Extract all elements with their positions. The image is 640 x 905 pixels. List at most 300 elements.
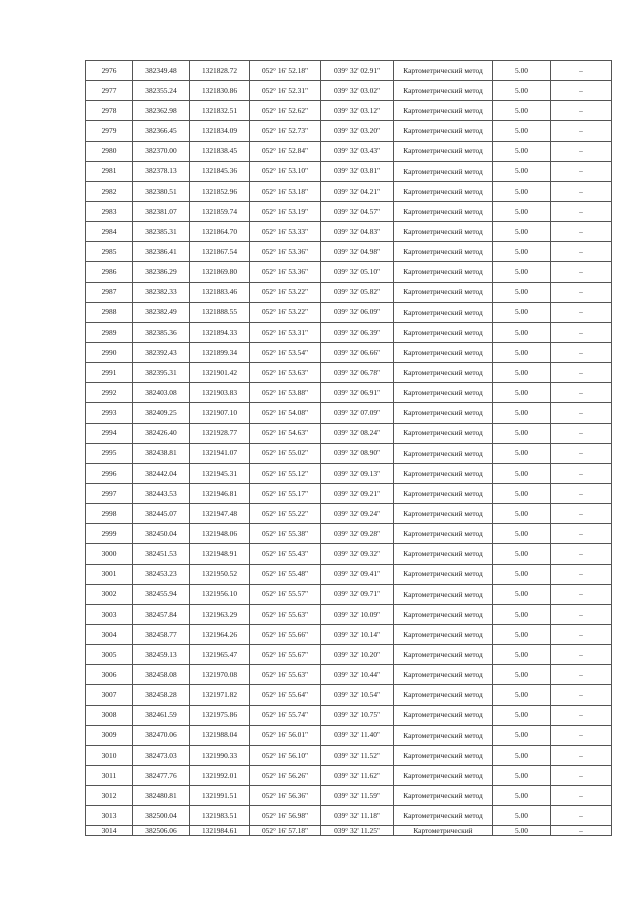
method-cell: Картометрический метод	[394, 242, 493, 262]
x-coordinate-cell: 382500.04	[133, 806, 190, 826]
note-cell: –	[551, 322, 612, 342]
longitude-cell: 039° 32' 04.57"	[321, 201, 394, 221]
x-coordinate-cell: 382395.31	[133, 363, 190, 383]
note-cell: –	[551, 302, 612, 322]
latitude-cell: 052° 16' 56.36"	[250, 786, 321, 806]
point-number-cell: 2991	[86, 363, 133, 383]
table-row	[86, 181, 612, 201]
accuracy-cell: 5.00	[493, 483, 551, 503]
y-coordinate-cell: 1321975.86	[190, 705, 250, 725]
longitude-cell: 039° 32' 06.09"	[321, 302, 394, 322]
longitude-cell: 039° 32' 03.81"	[321, 161, 394, 181]
accuracy-cell: 5.00	[493, 604, 551, 624]
method-cell: Картометрический метод	[394, 342, 493, 362]
note-cell: –	[551, 282, 612, 302]
longitude-cell: 039° 32' 11.18"	[321, 806, 394, 826]
method-cell: Картометрический метод	[394, 161, 493, 181]
table-row	[86, 645, 612, 665]
y-coordinate-cell: 1321899.34	[190, 342, 250, 362]
note-cell: –	[551, 141, 612, 161]
y-coordinate-cell: 1321964.26	[190, 624, 250, 644]
x-coordinate-cell: 382477.76	[133, 765, 190, 785]
point-number-cell: 2982	[86, 181, 133, 201]
latitude-cell: 052° 16' 53.22"	[250, 282, 321, 302]
y-coordinate-cell: 1321883.46	[190, 282, 250, 302]
table-row	[86, 806, 612, 826]
latitude-cell: 052° 16' 55.64"	[250, 685, 321, 705]
longitude-cell: 039° 32' 04.98"	[321, 242, 394, 262]
method-cell: Картометрический метод	[394, 302, 493, 322]
note-cell: –	[551, 121, 612, 141]
latitude-cell: 052° 16' 52.62"	[250, 101, 321, 121]
point-number-cell: 2992	[86, 383, 133, 403]
table-row	[86, 483, 612, 503]
y-coordinate-cell: 1321988.04	[190, 725, 250, 745]
table-row	[86, 403, 612, 423]
accuracy-cell: 5.00	[493, 363, 551, 383]
latitude-cell: 052° 16' 53.19"	[250, 201, 321, 221]
table-row	[86, 564, 612, 584]
point-number-cell: 2977	[86, 81, 133, 101]
longitude-cell: 039° 32' 11.62"	[321, 765, 394, 785]
longitude-cell: 039° 32' 10.75"	[321, 705, 394, 725]
y-coordinate-cell: 1321950.52	[190, 564, 250, 584]
x-coordinate-cell: 382457.84	[133, 604, 190, 624]
latitude-cell: 052° 16' 52.73"	[250, 121, 321, 141]
y-coordinate-cell: 1321852.96	[190, 181, 250, 201]
note-cell: –	[551, 181, 612, 201]
latitude-cell: 052° 16' 55.67"	[250, 645, 321, 665]
x-coordinate-cell: 382385.31	[133, 222, 190, 242]
point-number-cell: 2990	[86, 342, 133, 362]
note-cell: –	[551, 81, 612, 101]
table-row	[86, 624, 612, 644]
accuracy-cell: 5.00	[493, 181, 551, 201]
coordinates-table-body	[86, 61, 612, 836]
table-row	[86, 544, 612, 564]
longitude-cell: 039° 32' 03.02"	[321, 81, 394, 101]
latitude-cell: 052° 16' 55.48"	[250, 564, 321, 584]
x-coordinate-cell: 382451.53	[133, 544, 190, 564]
note-cell: –	[551, 584, 612, 604]
y-coordinate-cell: 1321984.61	[190, 826, 250, 836]
longitude-cell: 039° 32' 09.24"	[321, 504, 394, 524]
table-row	[86, 463, 612, 483]
y-coordinate-cell: 1321907.10	[190, 403, 250, 423]
point-number-cell: 2986	[86, 262, 133, 282]
longitude-cell: 039° 32' 11.52"	[321, 745, 394, 765]
accuracy-cell: 5.00	[493, 504, 551, 524]
accuracy-cell: 5.00	[493, 786, 551, 806]
latitude-cell: 052° 16' 55.74"	[250, 705, 321, 725]
table-row	[86, 584, 612, 604]
point-number-cell: 3014	[86, 826, 133, 836]
longitude-cell: 039° 32' 08.90"	[321, 443, 394, 463]
accuracy-cell: 5.00	[493, 222, 551, 242]
point-number-cell: 3009	[86, 725, 133, 745]
latitude-cell: 052° 16' 55.22"	[250, 504, 321, 524]
x-coordinate-cell: 382378.13	[133, 161, 190, 181]
y-coordinate-cell: 1321859.74	[190, 201, 250, 221]
method-cell: Картометрический метод	[394, 262, 493, 282]
table-row	[86, 745, 612, 765]
x-coordinate-cell: 382443.53	[133, 483, 190, 503]
note-cell: –	[551, 483, 612, 503]
x-coordinate-cell: 382409.25	[133, 403, 190, 423]
latitude-cell: 052° 16' 56.10"	[250, 745, 321, 765]
latitude-cell: 052° 16' 55.57"	[250, 584, 321, 604]
y-coordinate-cell: 1321946.81	[190, 483, 250, 503]
point-number-cell: 2984	[86, 222, 133, 242]
table-row	[86, 363, 612, 383]
x-coordinate-cell: 382458.77	[133, 624, 190, 644]
x-coordinate-cell: 382370.00	[133, 141, 190, 161]
point-number-cell: 2995	[86, 443, 133, 463]
note-cell: –	[551, 363, 612, 383]
y-coordinate-cell: 1321903.83	[190, 383, 250, 403]
y-coordinate-cell: 1321901.42	[190, 363, 250, 383]
coordinates-table	[85, 60, 612, 836]
y-coordinate-cell: 1321991.51	[190, 786, 250, 806]
point-number-cell: 3001	[86, 564, 133, 584]
point-number-cell: 2998	[86, 504, 133, 524]
y-coordinate-cell: 1321832.51	[190, 101, 250, 121]
accuracy-cell: 5.00	[493, 645, 551, 665]
note-cell: –	[551, 443, 612, 463]
longitude-cell: 039° 32' 08.24"	[321, 423, 394, 443]
point-number-cell: 2997	[86, 483, 133, 503]
accuracy-cell: 5.00	[493, 61, 551, 81]
latitude-cell: 052° 16' 53.54"	[250, 342, 321, 362]
note-cell: –	[551, 383, 612, 403]
x-coordinate-cell: 382459.13	[133, 645, 190, 665]
note-cell: –	[551, 161, 612, 181]
method-cell: Картометрический метод	[394, 322, 493, 342]
accuracy-cell: 5.00	[493, 342, 551, 362]
method-cell: Картометрический метод	[394, 786, 493, 806]
accuracy-cell: 5.00	[493, 705, 551, 725]
note-cell: –	[551, 222, 612, 242]
longitude-cell: 039° 32' 05.82"	[321, 282, 394, 302]
longitude-cell: 039° 32' 06.39"	[321, 322, 394, 342]
note-cell: –	[551, 342, 612, 362]
point-number-cell: 2999	[86, 524, 133, 544]
point-number-cell: 3010	[86, 745, 133, 765]
method-cell: Картометрический метод	[394, 504, 493, 524]
method-cell: Картометрический метод	[394, 383, 493, 403]
point-number-cell: 3005	[86, 645, 133, 665]
accuracy-cell: 5.00	[493, 101, 551, 121]
note-cell: –	[551, 624, 612, 644]
point-number-cell: 2989	[86, 322, 133, 342]
x-coordinate-cell: 382473.03	[133, 745, 190, 765]
point-number-cell: 3004	[86, 624, 133, 644]
note-cell: –	[551, 423, 612, 443]
note-cell: –	[551, 665, 612, 685]
longitude-cell: 039° 32' 06.66"	[321, 342, 394, 362]
longitude-cell: 039° 32' 10.44"	[321, 665, 394, 685]
accuracy-cell: 5.00	[493, 262, 551, 282]
note-cell: –	[551, 765, 612, 785]
point-number-cell: 3013	[86, 806, 133, 826]
method-cell: Картометрический метод	[394, 403, 493, 423]
note-cell: –	[551, 564, 612, 584]
method-cell: Картометрический метод	[394, 544, 493, 564]
accuracy-cell: 5.00	[493, 302, 551, 322]
table-row	[86, 81, 612, 101]
point-number-cell: 2983	[86, 201, 133, 221]
accuracy-cell: 5.00	[493, 282, 551, 302]
note-cell: –	[551, 524, 612, 544]
y-coordinate-cell: 1321947.48	[190, 504, 250, 524]
accuracy-cell: 5.00	[493, 765, 551, 785]
accuracy-cell: 5.00	[493, 524, 551, 544]
note-cell: –	[551, 725, 612, 745]
x-coordinate-cell: 382461.59	[133, 705, 190, 725]
method-cell: Картометрический метод	[394, 181, 493, 201]
accuracy-cell: 5.00	[493, 141, 551, 161]
x-coordinate-cell: 382470.06	[133, 725, 190, 745]
latitude-cell: 052° 16' 53.18"	[250, 181, 321, 201]
longitude-cell: 039° 32' 09.41"	[321, 564, 394, 584]
latitude-cell: 052° 16' 53.88"	[250, 383, 321, 403]
latitude-cell: 052° 16' 56.26"	[250, 765, 321, 785]
latitude-cell: 052° 16' 54.08"	[250, 403, 321, 423]
method-cell: Картометрический метод	[394, 201, 493, 221]
latitude-cell: 052° 16' 54.63"	[250, 423, 321, 443]
y-coordinate-cell: 1321945.31	[190, 463, 250, 483]
method-cell: Картометрический метод	[394, 101, 493, 121]
method-cell: Картометрический метод	[394, 705, 493, 725]
x-coordinate-cell: 382392.43	[133, 342, 190, 362]
table-row	[86, 826, 612, 836]
accuracy-cell: 5.00	[493, 624, 551, 644]
table-row	[86, 423, 612, 443]
point-number-cell: 2976	[86, 61, 133, 81]
accuracy-cell: 5.00	[493, 121, 551, 141]
note-cell: –	[551, 403, 612, 423]
method-cell: Картометрический метод	[394, 524, 493, 544]
table-row	[86, 725, 612, 745]
point-number-cell: 2993	[86, 403, 133, 423]
accuracy-cell: 5.00	[493, 584, 551, 604]
longitude-cell: 039° 32' 10.09"	[321, 604, 394, 624]
latitude-cell: 052° 16' 53.31"	[250, 322, 321, 342]
note-cell: –	[551, 242, 612, 262]
y-coordinate-cell: 1321948.06	[190, 524, 250, 544]
latitude-cell: 052° 16' 56.98"	[250, 806, 321, 826]
table-row	[86, 282, 612, 302]
accuracy-cell: 5.00	[493, 201, 551, 221]
table-row	[86, 61, 612, 81]
note-cell: –	[551, 604, 612, 624]
longitude-cell: 039° 32' 09.13"	[321, 463, 394, 483]
point-number-cell: 2994	[86, 423, 133, 443]
accuracy-cell: 5.00	[493, 665, 551, 685]
table-row	[86, 604, 612, 624]
y-coordinate-cell: 1321834.09	[190, 121, 250, 141]
x-coordinate-cell: 382445.07	[133, 504, 190, 524]
table-row	[86, 685, 612, 705]
table-row	[86, 524, 612, 544]
x-coordinate-cell: 382458.28	[133, 685, 190, 705]
y-coordinate-cell: 1321956.10	[190, 584, 250, 604]
method-cell: Картометрический	[394, 826, 493, 836]
latitude-cell: 052° 16' 52.18"	[250, 61, 321, 81]
latitude-cell: 052° 16' 57.18"	[250, 826, 321, 836]
latitude-cell: 052° 16' 53.63"	[250, 363, 321, 383]
longitude-cell: 039° 32' 04.83"	[321, 222, 394, 242]
accuracy-cell: 5.00	[493, 564, 551, 584]
y-coordinate-cell: 1321864.70	[190, 222, 250, 242]
point-number-cell: 3012	[86, 786, 133, 806]
latitude-cell: 052° 16' 55.43"	[250, 544, 321, 564]
note-cell: –	[551, 201, 612, 221]
table-row	[86, 161, 612, 181]
note-cell: –	[551, 745, 612, 765]
method-cell: Картометрический метод	[394, 463, 493, 483]
longitude-cell: 039° 32' 09.28"	[321, 524, 394, 544]
point-number-cell: 3002	[86, 584, 133, 604]
table-row	[86, 342, 612, 362]
longitude-cell: 039° 32' 07.09"	[321, 403, 394, 423]
x-coordinate-cell: 382442.04	[133, 463, 190, 483]
latitude-cell: 052° 16' 53.33"	[250, 222, 321, 242]
table-row	[86, 101, 612, 121]
x-coordinate-cell: 382355.24	[133, 81, 190, 101]
accuracy-cell: 5.00	[493, 383, 551, 403]
x-coordinate-cell: 382385.36	[133, 322, 190, 342]
point-number-cell: 2996	[86, 463, 133, 483]
point-number-cell: 2980	[86, 141, 133, 161]
point-number-cell: 2981	[86, 161, 133, 181]
accuracy-cell: 5.00	[493, 322, 551, 342]
table-row	[86, 242, 612, 262]
method-cell: Картометрический метод	[394, 81, 493, 101]
latitude-cell: 052° 16' 55.02"	[250, 443, 321, 463]
note-cell: –	[551, 101, 612, 121]
note-cell: –	[551, 463, 612, 483]
longitude-cell: 039° 32' 02.91"	[321, 61, 394, 81]
method-cell: Картометрический метод	[394, 604, 493, 624]
longitude-cell: 039° 32' 04.21"	[321, 181, 394, 201]
y-coordinate-cell: 1321992.01	[190, 765, 250, 785]
longitude-cell: 039° 32' 11.59"	[321, 786, 394, 806]
longitude-cell: 039° 32' 09.21"	[321, 483, 394, 503]
y-coordinate-cell: 1321828.72	[190, 61, 250, 81]
x-coordinate-cell: 382381.07	[133, 201, 190, 221]
method-cell: Картометрический метод	[394, 443, 493, 463]
point-number-cell: 3006	[86, 665, 133, 685]
x-coordinate-cell: 382349.48	[133, 61, 190, 81]
x-coordinate-cell: 382366.45	[133, 121, 190, 141]
y-coordinate-cell: 1321970.08	[190, 665, 250, 685]
accuracy-cell: 5.00	[493, 443, 551, 463]
latitude-cell: 052° 16' 52.31"	[250, 81, 321, 101]
accuracy-cell: 5.00	[493, 81, 551, 101]
table-row	[86, 504, 612, 524]
method-cell: Картометрический метод	[394, 806, 493, 826]
latitude-cell: 052° 16' 53.22"	[250, 302, 321, 322]
method-cell: Картометрический метод	[394, 665, 493, 685]
point-number-cell: 2985	[86, 242, 133, 262]
longitude-cell: 039° 32' 11.25"	[321, 826, 394, 836]
table-row	[86, 443, 612, 463]
method-cell: Картометрический метод	[394, 765, 493, 785]
point-number-cell: 3011	[86, 765, 133, 785]
method-cell: Картометрический метод	[394, 584, 493, 604]
accuracy-cell: 5.00	[493, 826, 551, 836]
table-row	[86, 141, 612, 161]
accuracy-cell: 5.00	[493, 403, 551, 423]
x-coordinate-cell: 382506.06	[133, 826, 190, 836]
x-coordinate-cell: 382382.49	[133, 302, 190, 322]
accuracy-cell: 5.00	[493, 806, 551, 826]
y-coordinate-cell: 1321894.33	[190, 322, 250, 342]
note-cell: –	[551, 262, 612, 282]
table-row	[86, 222, 612, 242]
method-cell: Картометрический метод	[394, 363, 493, 383]
method-cell: Картометрический метод	[394, 564, 493, 584]
table-row	[86, 665, 612, 685]
latitude-cell: 052° 16' 55.66"	[250, 624, 321, 644]
table-row	[86, 302, 612, 322]
x-coordinate-cell: 382382.33	[133, 282, 190, 302]
y-coordinate-cell: 1321888.55	[190, 302, 250, 322]
x-coordinate-cell: 382386.41	[133, 242, 190, 262]
table-row	[86, 201, 612, 221]
table-row	[86, 765, 612, 785]
y-coordinate-cell: 1321948.91	[190, 544, 250, 564]
latitude-cell: 052° 16' 55.38"	[250, 524, 321, 544]
longitude-cell: 039° 32' 10.20"	[321, 645, 394, 665]
longitude-cell: 039° 32' 03.12"	[321, 101, 394, 121]
note-cell: –	[551, 705, 612, 725]
y-coordinate-cell: 1321990.33	[190, 745, 250, 765]
method-cell: Картометрический метод	[394, 483, 493, 503]
table-row	[86, 383, 612, 403]
longitude-cell: 039° 32' 11.40"	[321, 725, 394, 745]
method-cell: Картометрический метод	[394, 282, 493, 302]
latitude-cell: 052° 16' 53.36"	[250, 262, 321, 282]
x-coordinate-cell: 382386.29	[133, 262, 190, 282]
latitude-cell: 052° 16' 53.10"	[250, 161, 321, 181]
x-coordinate-cell: 382362.98	[133, 101, 190, 121]
longitude-cell: 039° 32' 10.54"	[321, 685, 394, 705]
note-cell: –	[551, 826, 612, 836]
longitude-cell: 039° 32' 03.20"	[321, 121, 394, 141]
method-cell: Картометрический метод	[394, 685, 493, 705]
note-cell: –	[551, 544, 612, 564]
table-row	[86, 786, 612, 806]
note-cell: –	[551, 61, 612, 81]
table-row	[86, 705, 612, 725]
longitude-cell: 039° 32' 09.71"	[321, 584, 394, 604]
table-row	[86, 121, 612, 141]
y-coordinate-cell: 1321928.77	[190, 423, 250, 443]
method-cell: Картометрический метод	[394, 725, 493, 745]
x-coordinate-cell: 382450.04	[133, 524, 190, 544]
note-cell: –	[551, 685, 612, 705]
accuracy-cell: 5.00	[493, 685, 551, 705]
accuracy-cell: 5.00	[493, 242, 551, 262]
method-cell: Картометрический метод	[394, 423, 493, 443]
point-number-cell: 2978	[86, 101, 133, 121]
longitude-cell: 039° 32' 06.91"	[321, 383, 394, 403]
y-coordinate-cell: 1321845.36	[190, 161, 250, 181]
point-number-cell: 2987	[86, 282, 133, 302]
method-cell: Картометрический метод	[394, 745, 493, 765]
